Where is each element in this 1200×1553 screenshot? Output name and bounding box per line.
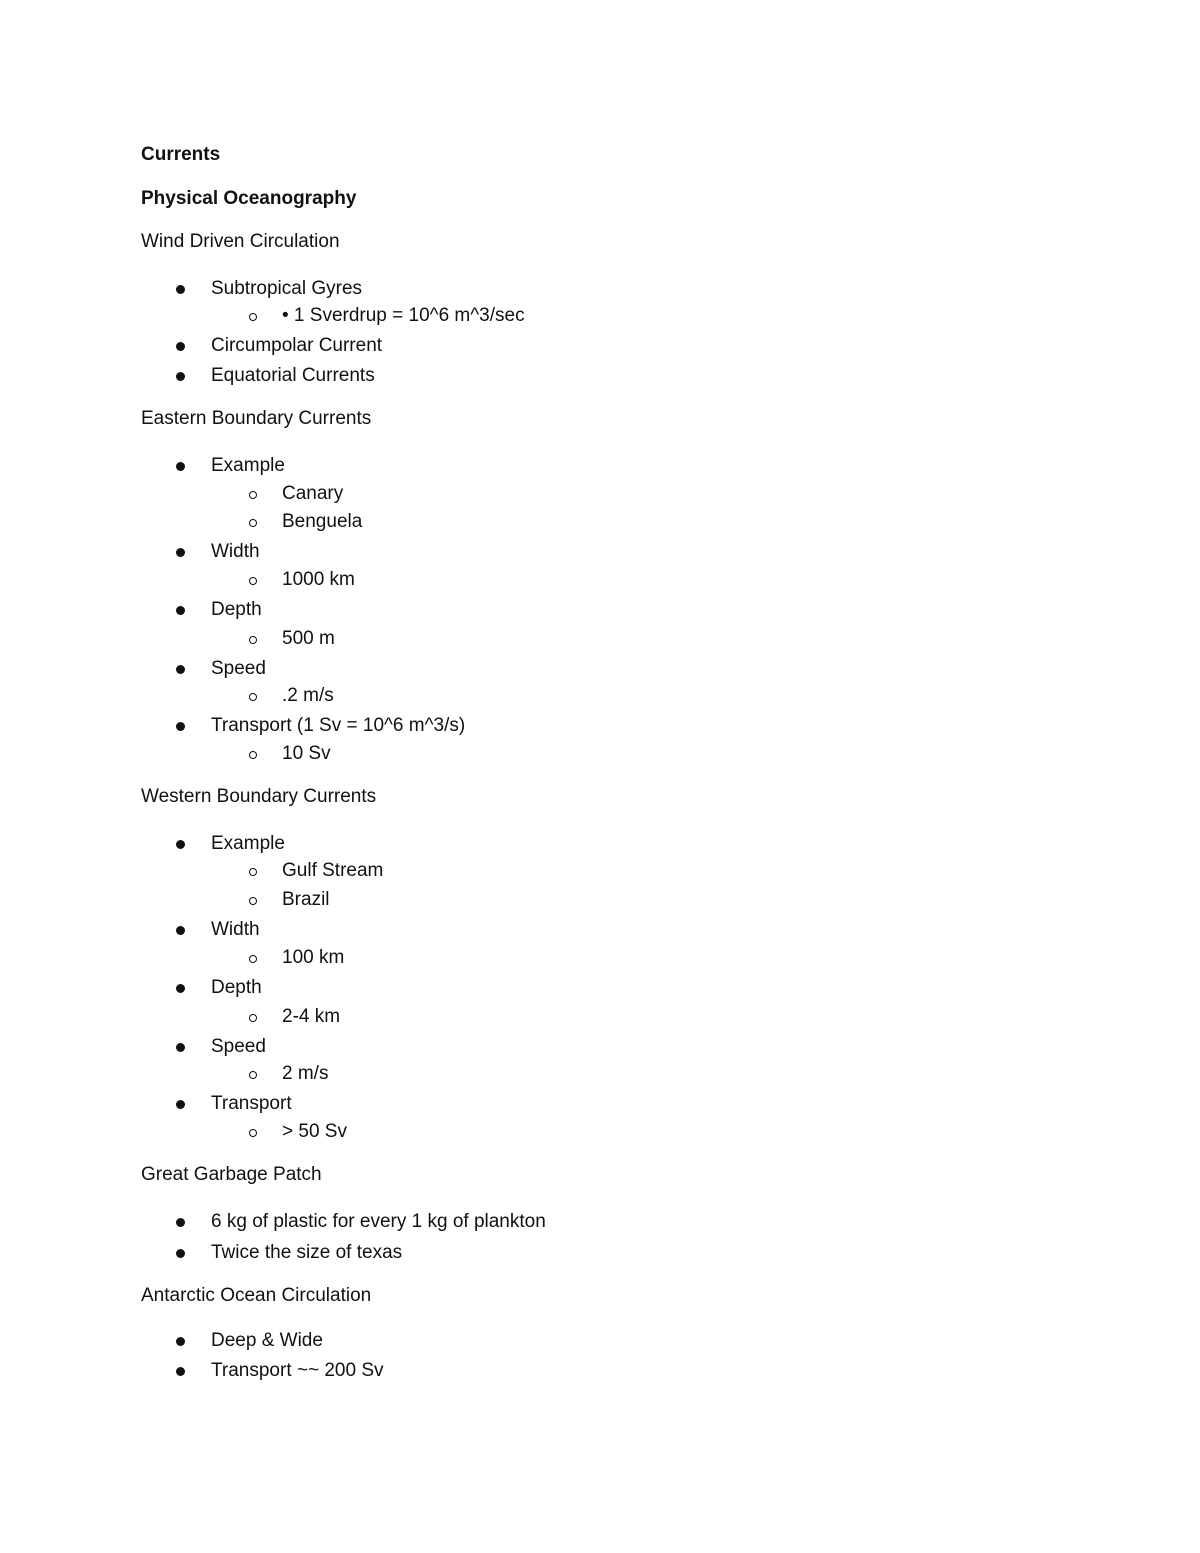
- sub-bullet-icon: [249, 519, 257, 527]
- list-item: Example: [211, 455, 285, 476]
- sub-bullet-icon: [249, 955, 257, 963]
- bullet-icon: [176, 984, 185, 993]
- sub-bullet-icon: [249, 693, 257, 701]
- sub-list-item: 1000 km: [282, 569, 355, 590]
- sub-list-item: Benguela: [282, 511, 363, 532]
- sub-list-item: 100 km: [282, 947, 345, 968]
- sub-list-item: 2-4 km: [282, 1006, 341, 1027]
- section-heading-eastern: Eastern Boundary Currents: [141, 408, 372, 429]
- section-heading-garbage: Great Garbage Patch: [141, 1164, 322, 1185]
- list-item: Twice the size of texas: [211, 1242, 403, 1263]
- sub-list-item: 500 m: [282, 628, 335, 649]
- list-item: Width: [211, 919, 260, 940]
- sub-bullet-icon: [249, 1129, 257, 1137]
- sub-list-item: • 1 Sverdrup = 10^6 m^3/sec: [282, 305, 525, 326]
- list-item: Speed: [211, 658, 266, 679]
- sub-bullet-icon: [249, 868, 257, 876]
- bullet-icon: [176, 926, 185, 935]
- bullet-icon: [176, 548, 185, 557]
- sub-bullet-icon: [249, 577, 257, 585]
- list-item: Transport (1 Sv = 10^6 m^3/s): [211, 715, 466, 736]
- sub-bullet-icon: [249, 1071, 257, 1079]
- bullet-icon: [176, 665, 185, 674]
- bullet-icon: [176, 1043, 185, 1052]
- list-item: Width: [211, 541, 260, 562]
- list-item: Equatorial Currents: [211, 365, 375, 386]
- sub-bullet-icon: [249, 897, 257, 905]
- section-heading-western: Western Boundary Currents: [141, 786, 377, 807]
- sub-bullet-icon: [249, 1014, 257, 1022]
- bullet-icon: [176, 372, 185, 381]
- list-item: Depth: [211, 977, 262, 998]
- list-item: Subtropical Gyres: [211, 278, 363, 299]
- document-subtitle: Physical Oceanography: [141, 188, 357, 209]
- sub-bullet-icon: [249, 751, 257, 759]
- sub-list-item: Gulf Stream: [282, 860, 384, 881]
- list-item: Circumpolar Current: [211, 335, 383, 356]
- sub-list-item: Brazil: [282, 889, 330, 910]
- sub-bullet-icon: [249, 636, 257, 644]
- bullet-icon: [176, 722, 185, 731]
- bullet-icon: [176, 342, 185, 351]
- sub-bullet-icon: [249, 491, 257, 499]
- list-item: Transport ~~ 200 Sv: [211, 1360, 384, 1381]
- sub-list-item: > 50 Sv: [282, 1121, 347, 1142]
- sub-list-item: 2 m/s: [282, 1063, 329, 1084]
- bullet-icon: [176, 840, 185, 849]
- section-heading-antarctic: Antarctic Ocean Circulation: [141, 1285, 372, 1306]
- sub-bullet-icon: [249, 313, 257, 321]
- list-item: Example: [211, 833, 285, 854]
- bullet-icon: [176, 1367, 185, 1376]
- sub-list-item: Canary: [282, 483, 344, 504]
- sub-list-item: 10 Sv: [282, 743, 331, 764]
- section-heading-wind: Wind Driven Circulation: [141, 231, 340, 252]
- sub-list-item: .2 m/s: [282, 685, 334, 706]
- list-item: Speed: [211, 1036, 266, 1057]
- bullet-icon: [176, 285, 185, 294]
- document-title: Currents: [141, 144, 221, 165]
- bullet-icon: [176, 1337, 185, 1346]
- bullet-icon: [176, 606, 185, 615]
- list-item: Depth: [211, 599, 262, 620]
- bullet-icon: [176, 1100, 185, 1109]
- list-item: Deep & Wide: [211, 1330, 323, 1351]
- bullet-icon: [176, 1249, 185, 1258]
- bullet-icon: [176, 462, 185, 471]
- list-item: 6 kg of plastic for every 1 kg of plankton: [211, 1211, 546, 1232]
- bullet-icon: [176, 1218, 185, 1227]
- list-item: Transport: [211, 1093, 292, 1114]
